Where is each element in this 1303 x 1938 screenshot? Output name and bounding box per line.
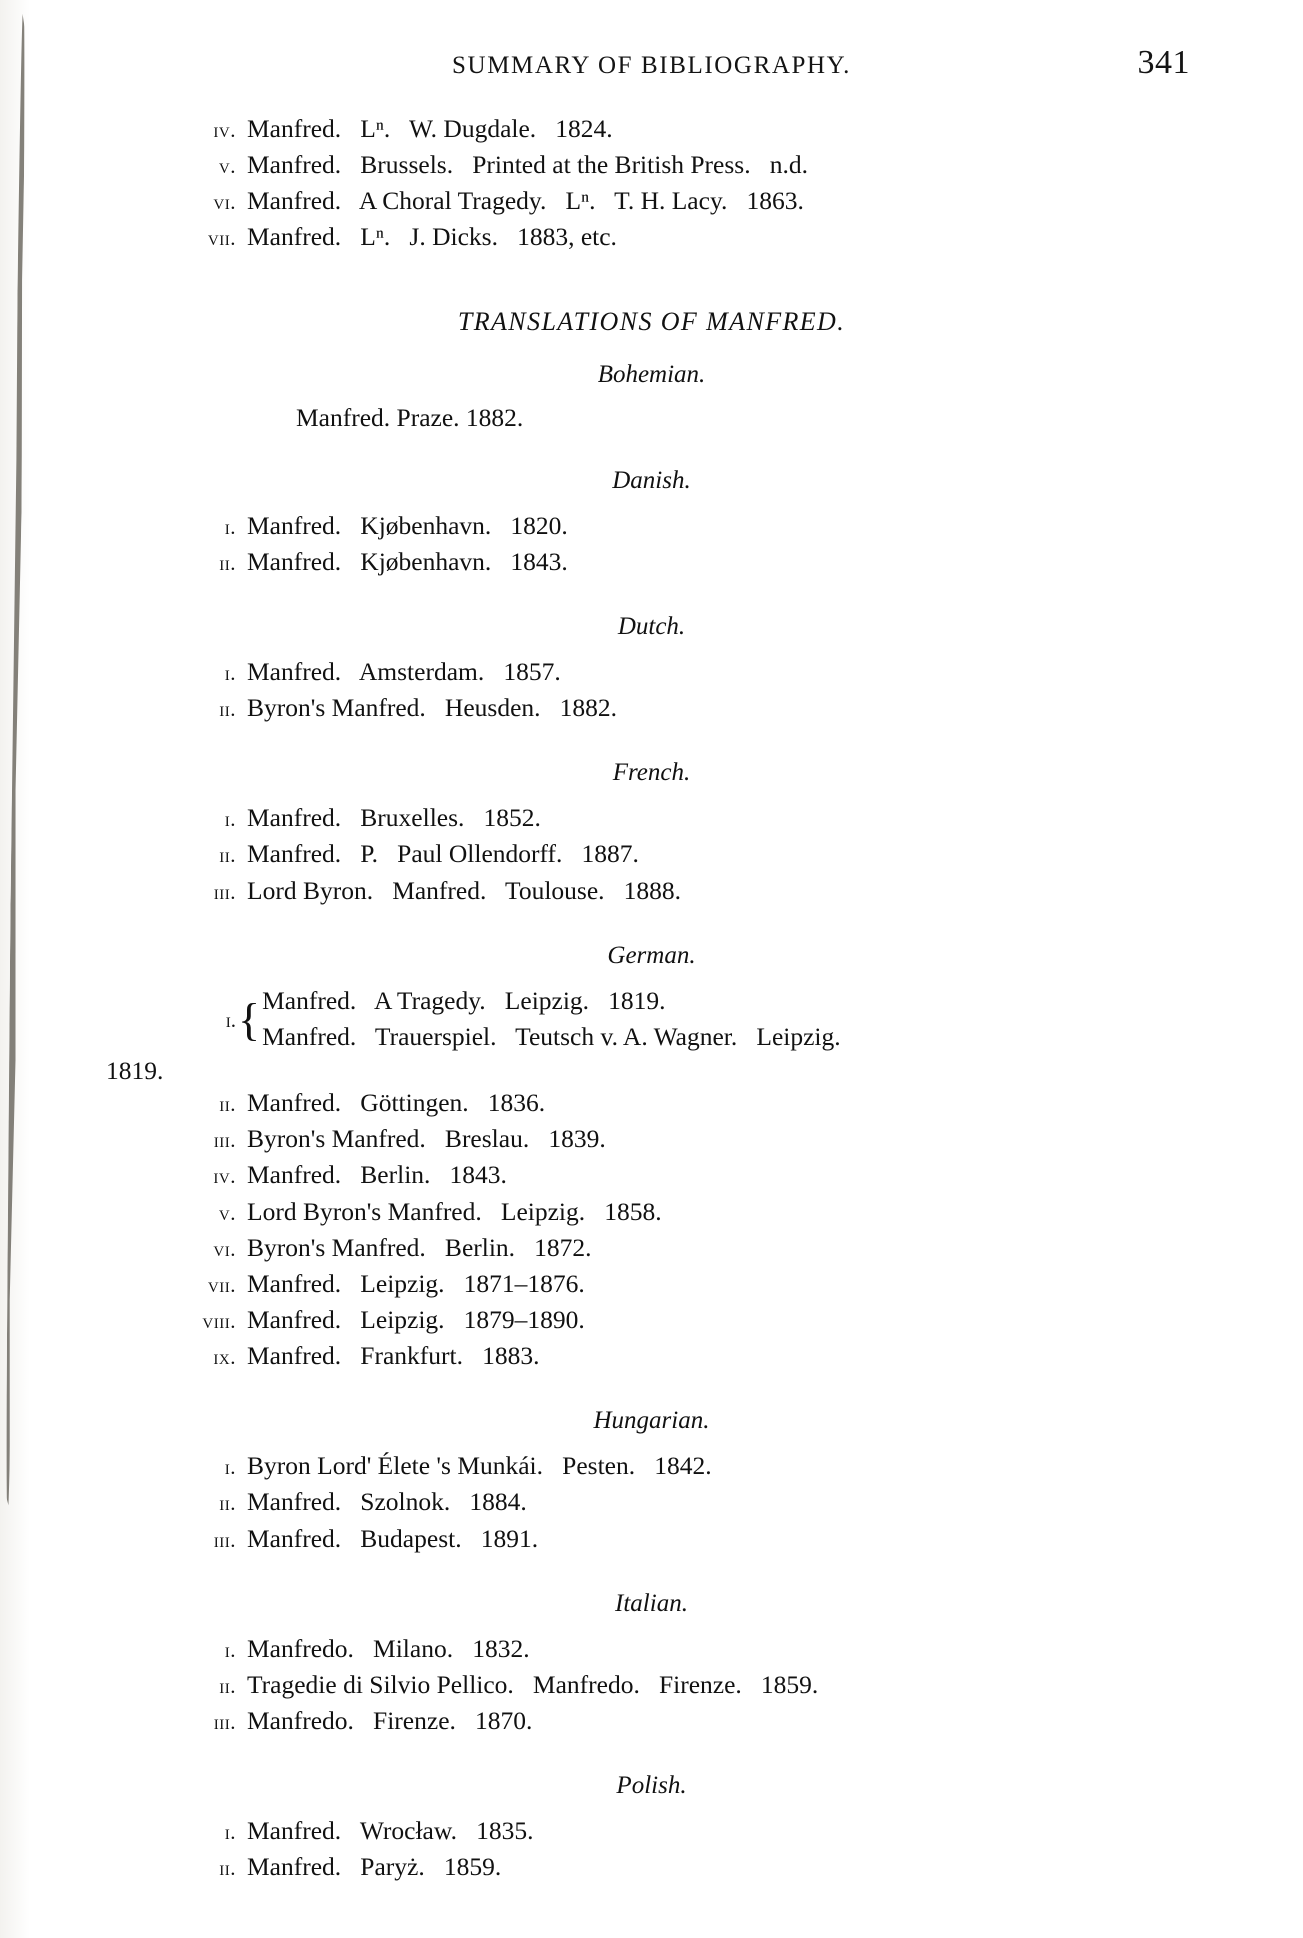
entry-number: ii. — [219, 843, 236, 868]
entry-number: i. — [224, 514, 236, 539]
entry-number: vi. — [213, 190, 236, 215]
entry-text: Manfred. Leipzig. 1871–1876. — [247, 1268, 585, 1298]
entry-number: ii. — [219, 1856, 236, 1881]
list-item — [0, 1668, 1303, 1702]
braced-entry-lines — [262, 984, 841, 1056]
translations-heading: TRANSLATIONS OF MANFRED. — [457, 306, 846, 336]
language-heading-dutch: Dutch. — [617, 612, 686, 640]
list-item — [0, 874, 1303, 908]
entry-text: Lord Byron. Manfred. Toulouse. 1888. — [247, 875, 682, 905]
entry-number: iii. — [213, 1527, 236, 1552]
entry-text: Tragedie di Silvio Pellico. Manfredo. Firenze. 1859. — [247, 1669, 819, 1699]
page-body — [0, 112, 1303, 1887]
language-heading-hungarian: Hungarian. — [593, 1407, 710, 1435]
entry-text: Manfred. Lⁿ. W. Dugdale. 1824. — [247, 114, 613, 143]
list-item — [0, 1231, 1303, 1265]
braced-entry-continuation: 1819. — [106, 1056, 164, 1086]
entry-text: Byron's Manfred. Berlin. 1872. — [247, 1232, 592, 1262]
list-item — [0, 1195, 1303, 1229]
list-item: Manfred. Praze. 1882. — [296, 402, 524, 432]
entry-number: v. — [218, 154, 236, 179]
list-item — [0, 148, 1303, 182]
entry-text: Manfred. Frankfurt. 1883. — [247, 1341, 540, 1371]
entry-text: Manfred. Trauerspiel. Teutsch v. A. Wagner. Leipzig. — [262, 1021, 841, 1051]
list-item — [0, 1632, 1303, 1666]
list-item — [0, 509, 1303, 543]
list-item — [0, 1485, 1303, 1519]
list-item — [0, 545, 1303, 579]
entry-number: iii. — [213, 879, 236, 904]
list-item — [0, 655, 1303, 689]
entry-text: Manfredo. Firenze. 1870. — [247, 1706, 533, 1736]
entry-number: ix. — [213, 1345, 236, 1370]
entry-text: Manfred. Göttingen. 1836. — [247, 1088, 546, 1118]
entry-number: iv. — [213, 118, 236, 142]
top-entry-list — [0, 112, 1303, 255]
brace-icon: { — [238, 993, 261, 1045]
list-item — [0, 1339, 1303, 1373]
list-item — [0, 1814, 1303, 1848]
list-item — [0, 1704, 1303, 1738]
entry-text: Manfred. Bruxelles. 1852. — [247, 803, 541, 833]
entry-text: Manfred. Wrocław. 1835. — [247, 1816, 534, 1846]
entry-text: Manfred. P. Paul Ollendorff. 1887. — [247, 839, 639, 869]
entry-text: Manfred. Budapest. 1891. — [247, 1523, 539, 1553]
entry-text: Manfred. Amsterdam. 1857. — [247, 656, 561, 686]
entry-number: ii. — [219, 697, 236, 722]
entry-text: Manfred. Lⁿ. J. Dicks. 1883, etc. — [247, 222, 617, 252]
entry-number: iv. — [213, 1164, 236, 1189]
list-item — [0, 1303, 1303, 1337]
entry-number: i. — [224, 1820, 236, 1845]
page-number: 341 — [1137, 44, 1190, 81]
entry-text: Manfred. Berlin. 1843. — [247, 1160, 507, 1190]
list-item — [0, 184, 1303, 218]
list-item — [0, 112, 1303, 146]
entry-number: i. — [225, 1007, 236, 1032]
language-heading-french: French. — [612, 759, 691, 787]
list-item — [0, 691, 1303, 725]
entry-text: Byron Lord' Élete 's Munkái. Pesten. 1842. — [247, 1451, 712, 1481]
entry-text: Manfredo. Milano. 1832. — [247, 1633, 530, 1663]
entry-text: Manfred. Kjøbenhavn. 1843. — [247, 546, 568, 576]
language-heading-italian: Italian. — [615, 1589, 688, 1617]
entry-text: Manfred. Leipzig. 1879–1890. — [247, 1304, 585, 1334]
braced-entry-group — [0, 984, 1303, 1056]
language-heading-bohemian: Bohemian. — [597, 360, 706, 388]
entry-text: Manfred. Brussels. Printed at the British Press. n.d. — [247, 150, 808, 180]
list-item — [0, 837, 1303, 871]
entry-number: vii. — [207, 226, 236, 251]
entry-number: i. — [224, 1637, 236, 1662]
entry-number: viii. — [202, 1308, 236, 1333]
list-item — [0, 1449, 1303, 1483]
entry-number: i. — [224, 660, 236, 685]
list-item — [0, 1850, 1303, 1884]
entry-text: Manfred. Paryż. 1859. — [247, 1852, 502, 1882]
list-item — [0, 1122, 1303, 1156]
entry-number: iii. — [213, 1710, 236, 1735]
language-heading-polish: Polish. — [616, 1772, 687, 1800]
list-item — [0, 220, 1303, 254]
entry-text: Manfred. Kjøbenhavn. 1820. — [247, 510, 568, 540]
entry-number: ii. — [219, 1491, 236, 1516]
entry-number: vi. — [213, 1236, 236, 1261]
entry-text: Lord Byron's Manfred. Leipzig. 1858. — [247, 1196, 662, 1226]
page-header — [0, 44, 1303, 92]
entry-text: Byron's Manfred. Heusden. 1882. — [247, 693, 618, 723]
running-head-title: SUMMARY OF BIBLIOGRAPHY. — [452, 52, 851, 79]
entry-text: Byron's Manfred. Breslau. 1839. — [247, 1124, 606, 1154]
entry-text: Manfred. Szolnok. 1884. — [247, 1487, 527, 1517]
entry-number: i. — [224, 807, 236, 832]
entry-number: vii. — [207, 1272, 236, 1297]
list-item — [0, 1086, 1303, 1120]
list-item — [0, 801, 1303, 835]
entry-number: ii. — [219, 1092, 236, 1117]
language-heading-danish: Danish. — [612, 466, 691, 494]
entry-number: ii. — [219, 1673, 236, 1698]
list-item — [0, 1267, 1303, 1301]
list-item — [0, 1522, 1303, 1556]
entry-number: ii. — [219, 550, 236, 575]
language-heading-german: German. — [607, 941, 696, 969]
entry-text: Manfred. A Tragedy. Leipzig. 1819. — [262, 985, 666, 1015]
list-item — [0, 1158, 1303, 1192]
entry-number: i. — [224, 1455, 236, 1480]
entry-text: Manfred. A Choral Tragedy. Lⁿ. T. H. Lacy. 1863. — [247, 186, 804, 216]
entry-number: v. — [218, 1200, 236, 1225]
entry-number: iii. — [213, 1128, 236, 1153]
